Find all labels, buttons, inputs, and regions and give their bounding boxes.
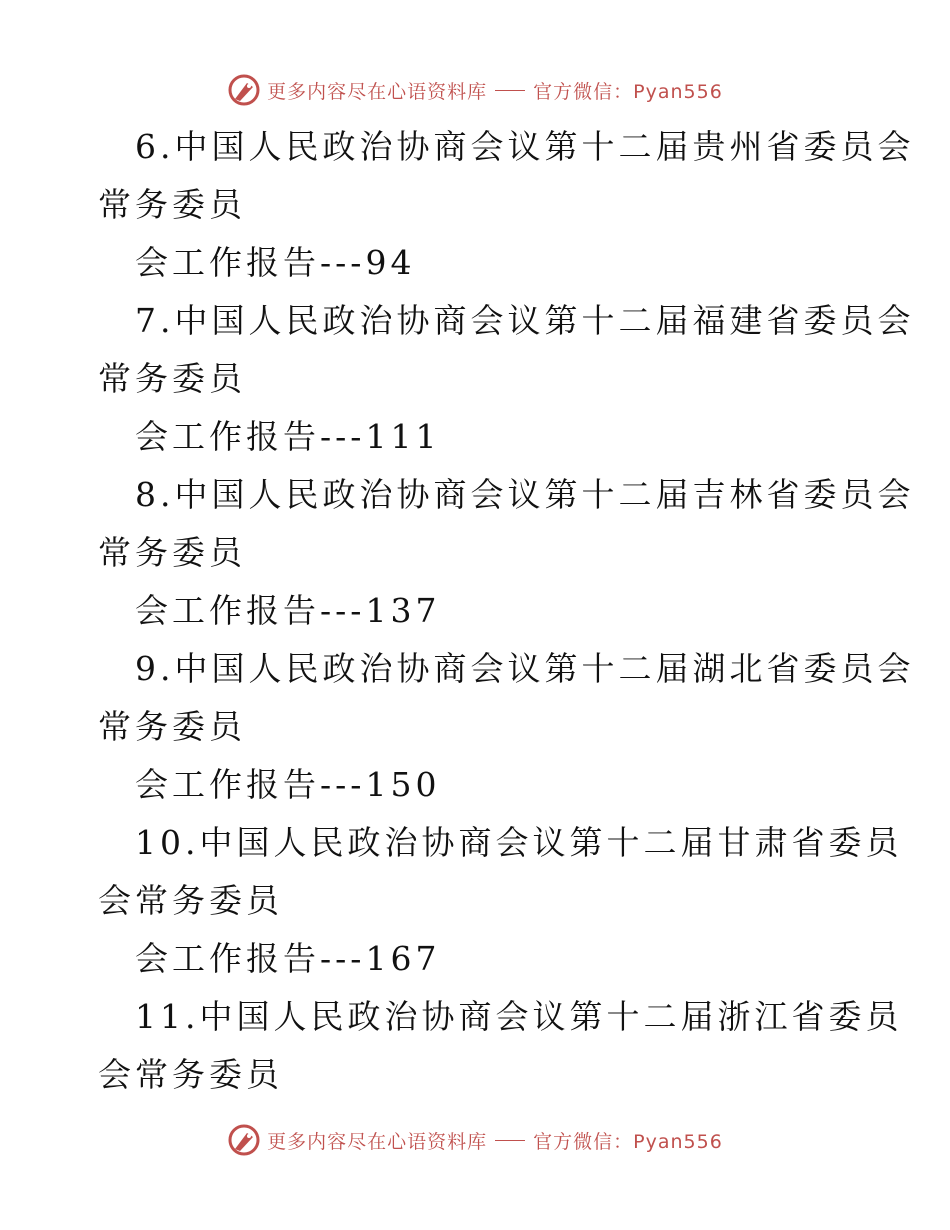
entry-6-page: 会工作报告---94: [135, 243, 416, 282]
banner-text-left: 更多内容尽在心语资料库: [267, 1130, 488, 1153]
entry-7-continuation: 常务委员: [98, 359, 246, 398]
banner-divider: [495, 90, 525, 91]
entry-11-title: 11.中国人民政治协商会议第十二届浙江省委员: [135, 997, 903, 1036]
entry-9-continuation: 常务委员: [98, 707, 246, 746]
entry-10-title: 10.中国人民政治协商会议第十二届甘肃省委员: [135, 823, 903, 862]
banner-text-left: 更多内容尽在心语资料库: [267, 80, 488, 103]
header-banner: [0, 70, 950, 110]
banner-text-right: 官方微信：Pyan556: [533, 80, 723, 103]
entry-10-continuation: 会常务委员: [98, 881, 283, 920]
footer-banner: [0, 1120, 950, 1160]
entry-11-continuation: 会常务委员: [98, 1055, 283, 1094]
entry-9-title: 9.中国人民政治协商会议第十二届湖北省委员会: [135, 649, 915, 688]
entry-9-page: 会工作报告---150: [135, 765, 441, 804]
document-body: [98, 118, 915, 1104]
entry-7-title: 7.中国人民政治协商会议第十二届福建省委员会: [135, 301, 915, 340]
entry-10-page: 会工作报告---167: [135, 939, 441, 978]
banner-divider: [495, 1140, 525, 1141]
entry-8-title: 8.中国人民政治协商会议第十二届吉林省委员会: [135, 475, 915, 514]
entry-8-continuation: 常务委员: [98, 533, 246, 572]
pen-nib-logo-icon: [227, 73, 261, 107]
entry-8-page: 会工作报告---137: [135, 591, 441, 630]
pen-nib-logo-icon: [227, 1123, 261, 1157]
entry-6-title: 6.中国人民政治协商会议第十二届贵州省委员会: [135, 127, 915, 166]
entry-6-continuation: 常务委员: [98, 185, 246, 224]
entry-7-page: 会工作报告---111: [135, 417, 441, 456]
banner-text-right: 官方微信：Pyan556: [533, 1130, 723, 1153]
